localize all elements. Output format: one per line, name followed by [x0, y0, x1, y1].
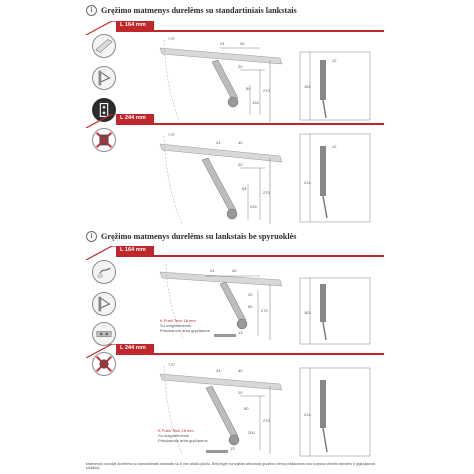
drilling-diagram-1a	[120, 30, 382, 122]
note-block	[158, 428, 208, 443]
note-line: K Push Tech 18 mm	[158, 428, 194, 433]
band-diagonal	[86, 114, 120, 128]
note-line: Su magnetinėmis	[160, 323, 191, 328]
info-icon: i	[86, 231, 97, 242]
section-2-header	[86, 230, 386, 243]
band-diagonal	[86, 344, 120, 358]
hinge-plate-icon	[92, 322, 116, 346]
note-line: K Push Tech 18 mm	[160, 318, 196, 323]
dim-4: 20	[238, 64, 243, 69]
drilling-diagram-1b	[120, 124, 382, 224]
hinge-profile-icon	[92, 34, 116, 58]
variant-label: L 244 mm	[116, 344, 154, 353]
dim-5: 50	[246, 86, 251, 91]
dim-6: 13	[238, 330, 243, 335]
section-2-title: Gręžimo matmenys durelėms su lankstais be spyruoklės	[101, 232, 297, 241]
section-1-title: Gręžimo matmenys durelėms su standartiniais lankstais	[101, 6, 297, 15]
dim-6: 134	[252, 100, 259, 105]
dim-2: 40	[240, 41, 245, 46]
band-diagonal	[86, 21, 120, 35]
note-line: Su magnetinėmis	[158, 433, 189, 438]
footnote: Matmenys nurodyti durelėms su standartiniais lankstais su 6 mm atokiu pločiu. Breižinyje nurodytais atstumais gręžimo vietos pritaikomos nuo korpuso vidinės sienelės ir lygiuojamos plokščių.	[86, 462, 376, 471]
lift-mechanism-icon	[92, 292, 116, 316]
dim-angle: 7,5°	[168, 132, 176, 137]
dim-7: 12	[332, 144, 337, 149]
section-1-header	[86, 4, 386, 17]
dim-7: 163	[304, 84, 311, 89]
note-line: Prisukamos arba gręžiamos	[160, 328, 210, 333]
variant-label: L 164 mm	[116, 21, 154, 30]
dim-4: 20	[238, 162, 243, 167]
dim-1: 24	[210, 268, 215, 273]
dim-3: 270	[261, 308, 268, 313]
band-diagonal	[86, 246, 120, 260]
drilling-diagram-2b	[120, 354, 382, 458]
dim-5: 64	[242, 186, 247, 191]
variant-label: L 164 mm	[116, 246, 154, 255]
dim-2: 40	[238, 140, 243, 145]
dim-angle: 7,5°	[168, 362, 176, 367]
dim-5: 50	[248, 304, 253, 309]
dim-3: 270	[263, 418, 270, 423]
dim-6: 200	[248, 430, 255, 435]
dim-2: 40	[238, 368, 243, 373]
dim-2: 40	[232, 268, 237, 273]
dim-7: 13	[230, 446, 235, 451]
lift-mechanism-icon	[92, 66, 116, 90]
dim-1: 24	[216, 368, 221, 373]
variant-label: L 244 mm	[116, 114, 154, 123]
dim-4: 20	[238, 390, 243, 395]
drilling-diagram-2a	[120, 256, 382, 346]
dim-8: 12	[332, 58, 337, 63]
dim-1: 24	[220, 41, 225, 46]
dim-5: 50	[244, 406, 249, 411]
dim-angle: 7,5°	[168, 36, 176, 41]
dim-8: 214	[304, 412, 311, 417]
dim-3: 270	[263, 88, 270, 93]
dim-3: 270	[263, 190, 270, 195]
dim-1: 24	[216, 140, 221, 145]
dim-7: 163	[304, 310, 311, 315]
info-icon: i	[86, 5, 97, 16]
dim-8: 214	[304, 180, 311, 185]
note-block	[160, 318, 210, 333]
push-open-hand-icon	[92, 260, 116, 284]
dim-4: 20	[248, 292, 253, 297]
dim-6: 234	[250, 204, 257, 209]
no-spring-icon	[92, 128, 116, 152]
note-line: Prisukamos arba gręžiamos	[158, 438, 208, 443]
